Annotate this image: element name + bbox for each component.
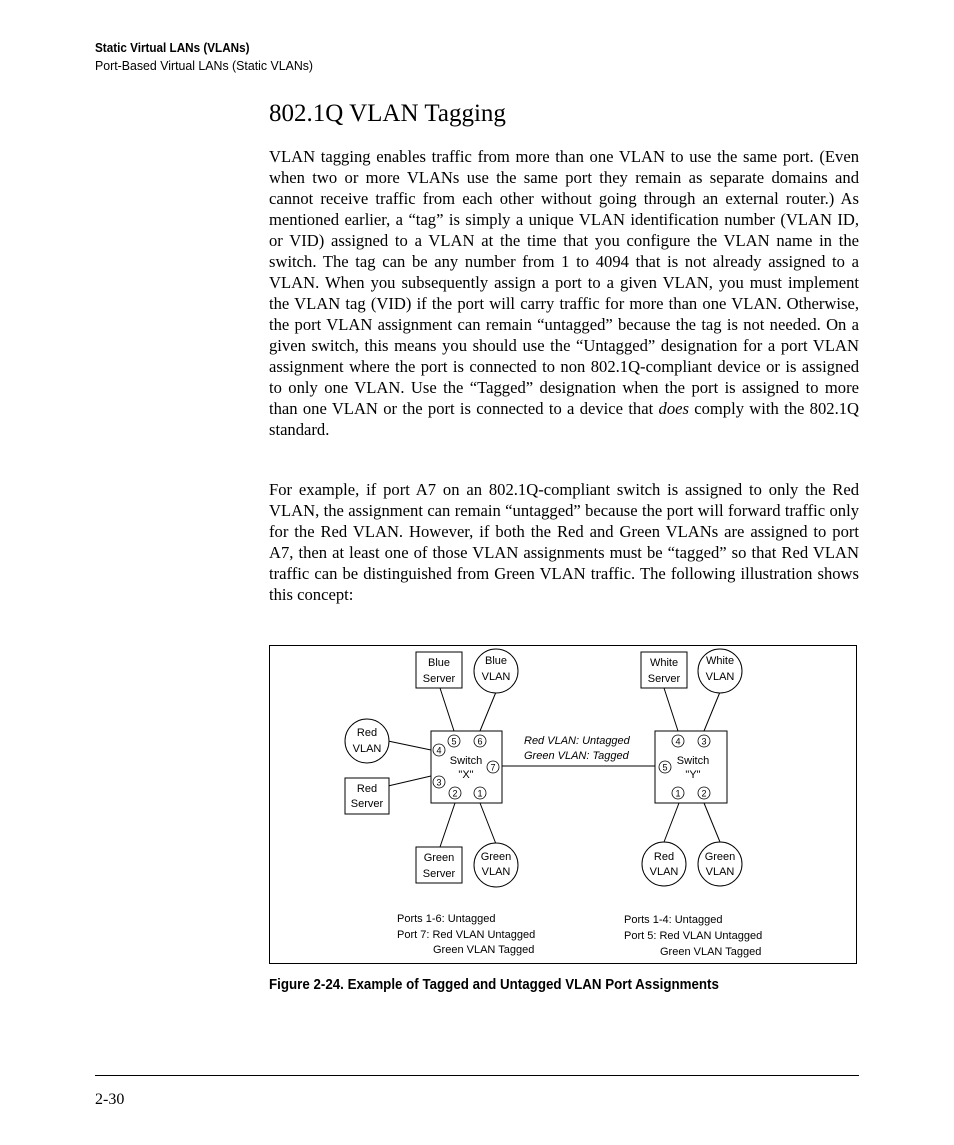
green-vlan-y-circle [698, 842, 742, 886]
network-diagram [270, 646, 856, 963]
switch-y-note-3: Green VLAN Tagged [660, 946, 762, 958]
running-header-section: Port-Based Virtual LANs (Static VLANs) [95, 58, 314, 73]
white-vlan-label-2: VLAN [705, 671, 735, 683]
line-red-vlan-x [388, 741, 431, 750]
switch-x-label: Switch [449, 755, 483, 767]
switch-x-port-5: 5 [451, 736, 457, 747]
line-blue-server-x [440, 688, 454, 731]
green-server-label-1: Green [423, 852, 455, 864]
body-paragraph-2: For example, if port A7 on an 802.1Q-compliant switch is assigned to only the Red VLAN, the assignment can remain “untagged” because the port will forward traffic only for the Red VLAN. However, if both the Red and Green VLANs are assigned to port A7, then at least one of those VLAN assignments must be “tagged” so that Red VLAN traffic can be distinguished from Green VLAN traffic. The following illustration shows this concept: [269, 480, 859, 604]
figure-caption: Figure 2-24. Example of Tagged and Untagged VLAN Port Assignments [269, 977, 719, 993]
switch-x-port-2: 2 [452, 788, 458, 799]
blue-server-label-2: Server [422, 673, 456, 685]
red-vlan-y-label-2: VLAN [649, 866, 679, 878]
line-green-vlan-x [480, 803, 496, 844]
line-blue-vlan-x [480, 692, 496, 731]
line-red-vlan-y [664, 803, 679, 842]
switch-y-label: Switch [676, 755, 710, 767]
switch-y-note-2: Port 5: Red VLAN Untagged [624, 930, 763, 942]
green-vlan-x-label-1: Green [480, 851, 512, 863]
red-server-label-1: Red [356, 783, 378, 795]
green-vlan-y-label-1: Green [704, 851, 736, 863]
switch-x-port-7: 7 [490, 762, 496, 773]
blue-server-label-1: Blue [427, 657, 451, 669]
line-red-server-x [388, 776, 431, 786]
switch-x-note-1: Ports 1-6: Untagged [397, 913, 496, 925]
running-header-chapter: Static Virtual LANs (VLANs) [95, 40, 250, 55]
trunk-label-green: Green VLAN: Tagged [524, 750, 629, 762]
switch-y-port-5: 5 [662, 762, 668, 773]
red-server-label-2: Server [350, 798, 384, 810]
line-green-server-x [440, 803, 455, 847]
switch-y-port-4: 4 [675, 736, 681, 747]
blue-vlan-label-2: VLAN [481, 671, 511, 683]
white-server-label-1: White [649, 657, 679, 669]
blue-vlan-label-1: Blue [484, 655, 508, 667]
switch-y-id: "Y" [685, 769, 701, 781]
switch-y-port-1: 1 [675, 788, 681, 799]
red-vlan-x-label-1: Red [356, 727, 378, 739]
switch-y-port-3: 3 [701, 736, 707, 747]
vlan-tagging-figure [269, 645, 857, 964]
green-vlan-y-label-2: VLAN [705, 866, 735, 878]
emphasis-does: does [658, 399, 689, 418]
switch-x-port-1: 1 [477, 788, 483, 799]
green-vlan-x-label-2: VLAN [481, 866, 511, 878]
red-vlan-y-circle [642, 842, 686, 886]
footer-rule [95, 1075, 859, 1076]
white-vlan-label-1: White [705, 655, 735, 667]
line-white-server-y [664, 688, 678, 731]
red-vlan-x-circle [345, 719, 389, 763]
white-server-label-2: Server [647, 673, 681, 685]
switch-x-port-4: 4 [436, 745, 442, 756]
green-vlan-x-circle [474, 843, 518, 887]
red-vlan-y-label-1: Red [653, 851, 675, 863]
line-green-vlan-y [704, 803, 720, 842]
red-vlan-x-label-2: VLAN [352, 743, 382, 755]
page-number: 2-30 [95, 1091, 125, 1108]
section-heading: 802.1Q VLAN Tagging [269, 100, 506, 127]
switch-x-id: "X" [458, 769, 474, 781]
switch-x-note-2: Port 7: Red VLAN Untagged [397, 929, 536, 941]
switch-y-port-2: 2 [701, 788, 707, 799]
line-white-vlan-y [704, 692, 720, 731]
trunk-label-red: Red VLAN: Untagged [524, 735, 630, 747]
switch-x-port-6: 6 [477, 736, 483, 747]
switch-x-note-3: Green VLAN Tagged [433, 944, 535, 956]
switch-x-port-3: 3 [436, 777, 442, 788]
body-paragraph-1: VLAN tagging enables traffic from more than one VLAN to use the same port. (Even when two or more VLANs use the same port they remain as separate domains and cannot receive traffic from each other without going through an external router.) As mentioned earlier, a “tag” is simply a unique VLAN identification number (VLAN ID, or VID) assigned to a VLAN at the time that you configure the VLAN name in the switch. The tag can be any number from 1 to 4094 that is not already assigned to a VLAN. When you subsequently assign a port to a given VLAN, you must implement the VLAN tag (VID) if the port will carry traffic for more than one VLAN. Otherwise, the port VLAN assignment can remain “untagged” because the tag is not needed. On a given switch, this means you should use the “Untagged” designation for a port VLAN assignment where the port is connected to non 802.1Q-compliant device or is assigned to only one VLAN. Use the “Tagged” designation when the port is assigned to more than one VLAN or the port is connected to a device that does comply with the 802.1Q standard. [269, 147, 859, 439]
green-server-label-2: Server [422, 868, 456, 880]
switch-y-note-1: Ports 1-4: Untagged [624, 914, 723, 926]
